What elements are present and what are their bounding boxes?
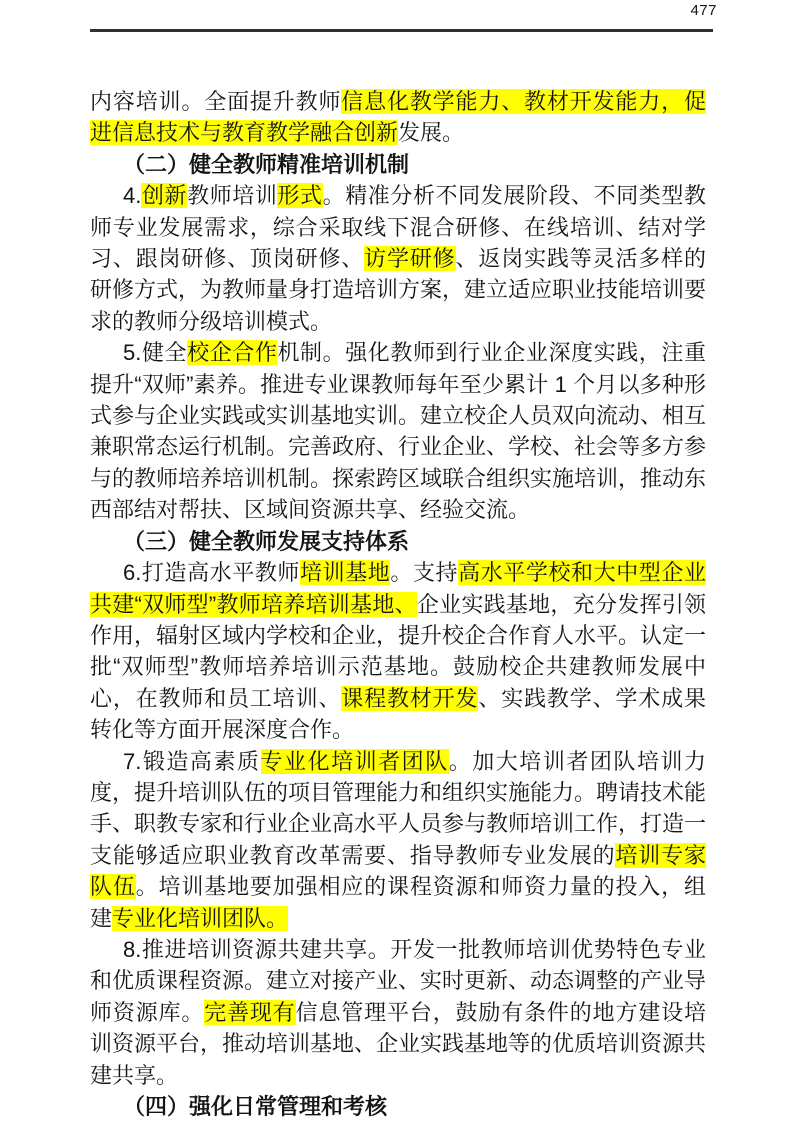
body-text: 。培训基地要加强相应的课程资源和师资力量的投入，组建 <box>90 874 706 931</box>
body-text: 、实践教学、学术成果转化等方面开展深度合作。 <box>90 685 706 743</box>
page-number: 477 <box>690 2 717 19</box>
highlighted-text: 形式 <box>277 183 323 209</box>
section-heading: （四）强化日常管理和考核 <box>123 1094 388 1119</box>
body-text: 。加大培训者团队培训力度，提升培训队伍的项目管理能力和组织实施能力。聘请技术能手、职教专家和行业企业高水平人员参与教师培训工作，打造一支能够适应职业教育改革需要、指导教师专业发展的 <box>90 748 707 868</box>
body-text: 5.健全 <box>123 340 188 366</box>
document-body <box>90 86 706 1122</box>
body-text: 。支持 <box>390 560 459 586</box>
highlighted-text: 校企合作 <box>187 340 278 366</box>
body-text: 内容培训。全面提升教师 <box>90 89 342 114</box>
body-text: 企业实践基地，充分发挥引领作用，辐射区域内学校和企业，提升校企合作育人水平。认定一批“双师型”教师培养培训示范基地。鼓励校企共建教师发展中心，在教师和员工培训、 <box>90 591 707 711</box>
body-text: 信息管理平台，鼓励有条件的地方建设培训资源平台，推动培训基地、企业实践基地等的优质培训资源共建共享。 <box>90 999 707 1088</box>
paragraph <box>90 337 706 525</box>
paragraph <box>90 180 706 337</box>
paragraph <box>90 934 706 1091</box>
highlighted-text: 培训专家队伍 <box>90 842 706 900</box>
body-text: 8.推进培训资源共建共享。开发一批教师培训优势特色专业和优质课程资源。建立对接产业、实时更新、动态调整的产业导师资源库。 <box>90 936 707 1025</box>
highlighted-text: 访学研修 <box>364 246 456 272</box>
highlighted-text: 专业化培训者团队 <box>260 748 449 774</box>
body-text: 教师培训 <box>187 183 278 209</box>
body-text: 发展。 <box>398 120 465 146</box>
body-text: 。精准分析不同发展阶段、不同类型教师专业发展需求，综合采取线下混合研修、在线培训、结对学习、跟岗研修、顶岗研修、 <box>90 183 706 272</box>
paragraph <box>90 86 706 149</box>
highlighted-text: 培训基地 <box>300 560 391 586</box>
paragraph <box>90 746 706 934</box>
body-text: 机制。强化教师到行业企业深度实践，注重提升“双师”素养。推进专业课教师每年至少累计 1 个月以多种形式参与企业实践或实训基地实训。建立校企人员双向流动、相互兼职常态运行机制。完善政府、行业企业、学校、社会等多方参与的教师培养培训机制。探索跨区域联合组织实施培训，推动东西部结对帮扶、区域间资源共享、经验交流。 <box>90 340 707 523</box>
section-heading: （三）健全教师发展支持体系 <box>123 528 410 554</box>
paragraph <box>90 557 706 745</box>
section-heading: （二）健全教师精准培训机制 <box>123 151 410 177</box>
highlighted-text: 课程教材开发 <box>341 685 479 711</box>
highlighted-text: 信息化教学能力、教材开发能力，促进信息技术与教育教学融合创新 <box>90 89 706 146</box>
highlighted-text: 创新 <box>141 183 188 209</box>
body-text: 7.锻造高素质 <box>123 748 261 774</box>
body-text: 4. <box>123 183 142 209</box>
highlighted-text: 专业化培训团队。 <box>112 905 289 931</box>
body-text: 6.打造高水平教师 <box>123 560 301 586</box>
header-rule <box>90 29 713 32</box>
highlighted-text: 完善现有 <box>204 999 296 1025</box>
highlighted-text: 高水平学校和大中型企业共建“双师型”教师培养培训基地、 <box>90 560 706 617</box>
body-text: 、返岗实践等灵活多样的研修方式，为教师量身打造培训方案，建立适应职业技能培训要求的教师分级培训模式。 <box>90 246 707 334</box>
